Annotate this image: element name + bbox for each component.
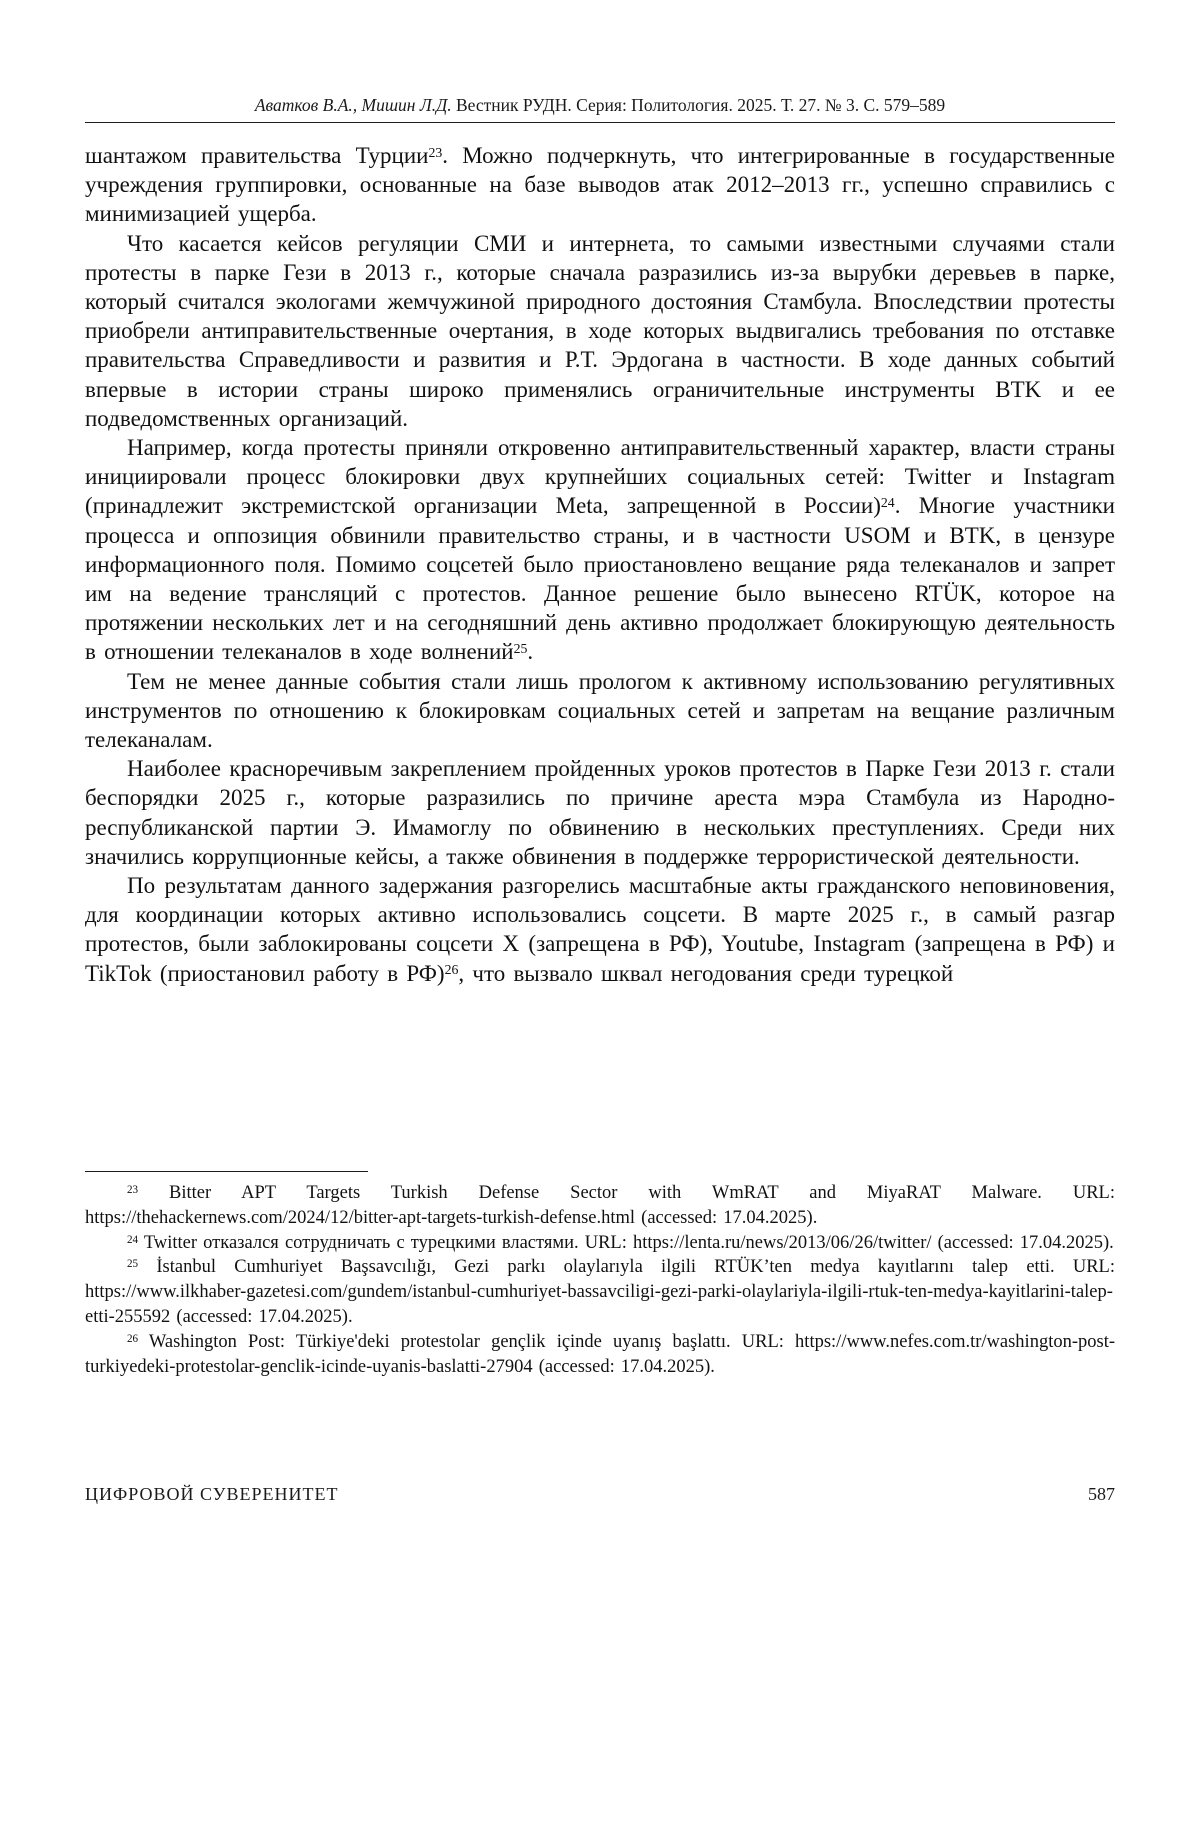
paragraph: Тем не менее данные события стали лишь прологом к активному использованию регулятивных инструментов по отношению к блокировкам социальных сетей и запретам на вещание различным телеканалам. (85, 668, 1115, 753)
footer-section-title: ЦИФРОВОЙ СУВЕРЕНИТЕТ (85, 1484, 339, 1504)
footnotes (85, 1181, 1115, 1379)
footnote: $^{23}$ Bitter APT Targets Turkish Defense Sector with WmRAT and MiyaRAT Malware. URL: https://thehackernews.com/2024/12/bitter-apt-targets-turkish-defense.html (accessed: 17.04.2025). (85, 1183, 1115, 1228)
footnote: $^{25}$ İstanbul Cumhuriyet Başsavcılığı, Gezi parkı olaylarıyla ilgili RTÜK’ten medya kayıtlarını talep etti. URL: https://www.ilkhaber-gazetesi.com/gundem/istanbul-cumhuriyet-bassavciligi-gezi-parki-olaylariyla-ilgili-rtuk-ten-medya-kayitlarini-talep-etti-255592 (accessed: 17.04.2025). (85, 1257, 1115, 1327)
running-head: Аватков В.А., Мишин Л.Д. Вестник РУДН. Серия: Политология. 2025. Т. 27. № 3. С. 579–589 (254, 95, 946, 115)
footer-page-number: 587 (1088, 1484, 1115, 1504)
footnote: $^{26}$ Washington Post: Türkiye'deki protestolar gençlik içinde uyanış başlattı. URL: https://www.nefes.com.tr/washington-post-turkiyedeki-protestolar-genclik-icinde-uyanis-baslatti-27904 (accessed: 17.04.2025). (85, 1331, 1115, 1377)
paragraph: Что касается кейсов регуляции СМИ и интернета, то самыми известными случаями стали протесты в парке Гези в 2013 г., которые сначала разразились из-за вырубки деревьев в парке, который считался экологами жемчужиной природного достояния Стамбула. Впоследствии протесты приобрели антиправительственные очертания, в ходе которых выдвигались требования по отставке правительства Справедливости и развития и Р.Т. Эрдогана в частности. В ходе данных событий впервые в истории страны широко применялись ограничительные инструменты BTK и ее подведомственных организаций. (85, 230, 1115, 431)
paragraph: шантажом правительства Турции$^{23}$. Можно подчеркнуть, что интегрированные в государственные учреждения группировки, основанные на базе выводов атак 2012–2013 гг., успешно справились с минимизацией ущерба. (85, 143, 1115, 227)
page-footer (85, 1484, 1115, 1505)
paragraph: Наиболее красноречивым закреплением пройденных уроков протестов в Парке Гези 2013 г. стали беспорядки 2025 г., которые разразились по причине ареста мэра Стамбула из Народно-республиканской партии Э. Имамоглу по обвинению в нескольких преступлениях. Среди них значились коррупционные кейсы, а также обвинения в поддержке террористической деятельности. (85, 756, 1115, 869)
footnote: $^{24}$ Twitter отказался сотрудничать с турецкими властями. URL: https://lenta.ru/news/2013/06/26/twitter/ (accessed: 17.04.2025). (127, 1232, 1114, 1253)
body-text (85, 141, 1115, 988)
paragraph: По результатам данного задержания разгорелись масштабные акты гражданского неповиновения, для координации которых активно использовались соцсети. В марте 2025 г., в самый разгар протестов, были заблокированы соцсети X (запрещена в РФ), Youtube, Instagram (запрещена в РФ) и TikTok (приостановил работу в РФ)$^{26}$, что вызвало шквал негодования среди турецкой (85, 873, 1115, 986)
paragraph: Например, когда протесты приняли откровенно антиправительственный характер, власти страны инициировали процесс блокировки двух крупнейших социальных сетей: Twitter и Instagram (принадлежит экстремистской организации Meta, запрещенной в России)$^{24}$. Многие участники процесса и оппозиция обвинили правительство страны, и в частности USOM и BTK, в цензуре информационного поля. Помимо соцсетей было приостановлено вещание ряда телеканалов и запрет им на ведение трансляций с протестов. Данное решение было вынесено RTÜK, которое на протяжении нескольких лет и на сегодняшний день активно продолжает блокирующую деятельность в отношении телеканалов в ходе волнений$^{25}$. (85, 435, 1115, 665)
footnote-separator (85, 1171, 368, 1172)
header-rule (85, 122, 1115, 123)
